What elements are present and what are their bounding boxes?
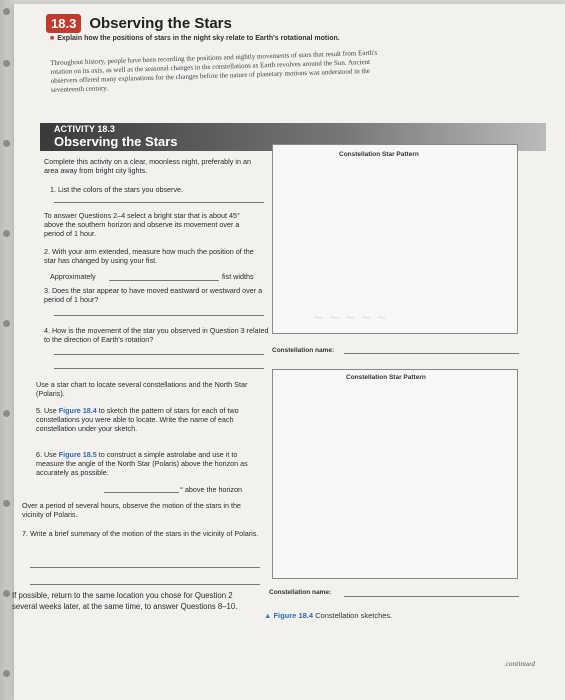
- answer-line-q4b[interactable]: [54, 368, 264, 369]
- activity-title: Observing the Stars: [54, 134, 178, 149]
- question-7: 7. Write a brief summary of the motion of the stars in the vicinity of Polaris.: [22, 529, 259, 538]
- binding-hole: [3, 60, 10, 67]
- activity-label: ACTIVITY 18.3: [54, 124, 115, 134]
- sketch-box-2[interactable]: [272, 369, 518, 579]
- binding-hole: [3, 500, 10, 507]
- constellation-name-line-2[interactable]: [344, 596, 519, 597]
- section-title: Observing the Stars: [89, 15, 232, 32]
- question-2-unit: fist widths: [222, 272, 254, 281]
- continued-note: continued: [505, 659, 535, 668]
- caption-triangle-icon: ▲: [264, 611, 272, 620]
- figure-18-5-link[interactable]: Figure 18.5: [58, 450, 97, 459]
- figure-18-4-link[interactable]: Figure 18.4: [58, 406, 97, 415]
- constellation-name-line-1[interactable]: [344, 353, 519, 354]
- worksheet-page: [14, 4, 565, 700]
- answer-line-q7b[interactable]: [30, 584, 260, 585]
- section-number-badge: 18.3: [46, 14, 81, 33]
- question-6-prefix: 6. Use: [36, 450, 59, 459]
- question-5-text: to sketch the pattern of stars for each of two constellations you were able to locate. Write the name of each constellation under your sketch.: [36, 406, 239, 433]
- instruction-intro-2: To answer Questions 2–4 select a bright star that is about 45° above the southern horizon and observe its movement over a period of 1 hour.: [44, 211, 240, 238]
- binding-hole: [3, 8, 10, 15]
- learning-objective: [50, 34, 390, 43]
- caption-text: Constellation sketches.: [315, 611, 393, 620]
- answer-line-q2[interactable]: [109, 280, 219, 281]
- question-6: [36, 450, 264, 477]
- figure-caption: [264, 611, 392, 620]
- section-header: [46, 14, 232, 33]
- binding-hole: [3, 140, 10, 147]
- instruction-intro-1: Complete this activity on a clear, moonless night, preferably in an area away from bright city lights.: [44, 157, 251, 175]
- question-6-unit: ° above the horizon: [180, 485, 243, 494]
- question-2: 2. With your arm extended, measure how much the position of the star has changed by using your fist.: [44, 247, 254, 265]
- constellation-name-label-2: Constellation name:: [269, 589, 332, 596]
- bleed-through-watermark-icon: ~ ~ ~ ~ ~: [314, 310, 388, 327]
- question-2-approx-label: Approximately: [50, 272, 96, 281]
- binding-hole: [3, 590, 10, 597]
- closing-instructions: If possible, return to the same location you chose for Question 2 several weeks later, at the same time, to answer Questions 8–10.: [12, 591, 238, 611]
- question-5-prefix: 5. Use: [36, 406, 59, 415]
- sketch-box-2-label: Constellation Star Pattern: [346, 374, 426, 381]
- binding-holes: [3, 0, 11, 700]
- question-5: [36, 406, 264, 433]
- question-4: 4. How is the movement of the star you observed in Question 3 related to the direction of Earth's rotation?: [44, 326, 269, 344]
- answer-line-q3[interactable]: [54, 315, 264, 316]
- square-bullet-icon: ■: [50, 35, 55, 42]
- binding-hole: [3, 410, 10, 417]
- binding-hole: [3, 670, 10, 677]
- instruction-intro-3: Use a star chart to locate several constellations and the North Star (Polaris).: [36, 380, 248, 398]
- answer-line-q1[interactable]: [54, 202, 264, 203]
- binding-hole: [3, 320, 10, 327]
- answer-line-q6[interactable]: [104, 492, 179, 493]
- constellation-name-label-1: Constellation name:: [272, 347, 335, 354]
- caption-figure-number: Figure 18.4: [273, 611, 314, 620]
- sketch-box-1-label: Constellation Star Pattern: [339, 151, 419, 158]
- objective-text: Explain how the positions of stars in the night sky relate to Earth's rotational motion.: [57, 35, 340, 42]
- question-6-text: to construct a simple astrolabe and use it to measure the angle of the North Star (Polaris) above the horizon as accurately as possible.: [36, 450, 248, 477]
- intro-paragraph: Throughout history, people have been recording the positions and nightly movements of stars that result from Earth's rotation on its axis, as well as the seasonal changes in the constellations as Earth revolves around the Sun. Ancient observers offered many explanations for the changes before the nature of planetary motions was understood in the seventeenth century.: [50, 48, 378, 94]
- question-3: 3. Does the star appear to have moved eastward or westward over a period of 1 hour?: [44, 286, 263, 304]
- sketch-box-1[interactable]: [272, 144, 518, 334]
- binding-hole: [3, 230, 10, 237]
- instruction-intro-4: Over a period of several hours, observe the motion of the stars in the vicinity of Polaris.: [22, 501, 241, 519]
- answer-line-q7a[interactable]: [30, 567, 260, 568]
- question-1: 1. List the colors of the stars you observe.: [50, 185, 184, 194]
- answer-line-q4a[interactable]: [54, 354, 264, 355]
